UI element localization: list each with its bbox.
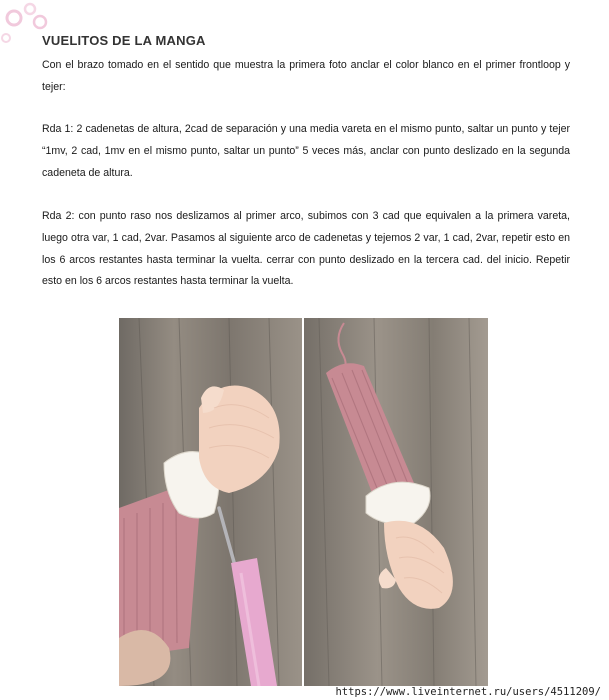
intro-paragraph: Con el brazo tomado en el sentido que muestra la primera foto anclar el color blanco en el primer frontloop y tejer:: [42, 59, 570, 93]
photo-arm-with-hook: [119, 318, 302, 686]
photo-finished-arm: [304, 318, 488, 686]
round-1-paragraph: Rda 1: 2 cadenetas de altura, 2cad de separación y una media vareta en el mismo punto, saltar un punto y tejer “1mv, 2 cad, 1mv en el mismo punto, saltar un punto” 5 veces más, anclar con punto deslizado en la segunda cadeneta de altura.: [42, 123, 570, 179]
photo-pair: [119, 318, 488, 686]
watermark-url: https://www.liveinternet.ru/users/4511209/: [335, 686, 601, 698]
round-2-paragraph: Rda 2: con punto raso nos deslizamos al primer arco, subimos con 3 cad que equivalen a la primera vareta, luego otra var, 1 cad, 2var. Pasamos al siguiente arco de cadenetas y tejemos 2 var, 1 cad, 2var, repetir esto en los 6 arcos restantes hasta terminar la vuelta. cerrar con punto deslizado en la tercera cad. del inicio. Repetir esto en los 6 arcos restantes hasta terminar la vuelta.: [42, 210, 570, 288]
section-title: VUELITOS DE LA MANGA: [42, 33, 206, 48]
